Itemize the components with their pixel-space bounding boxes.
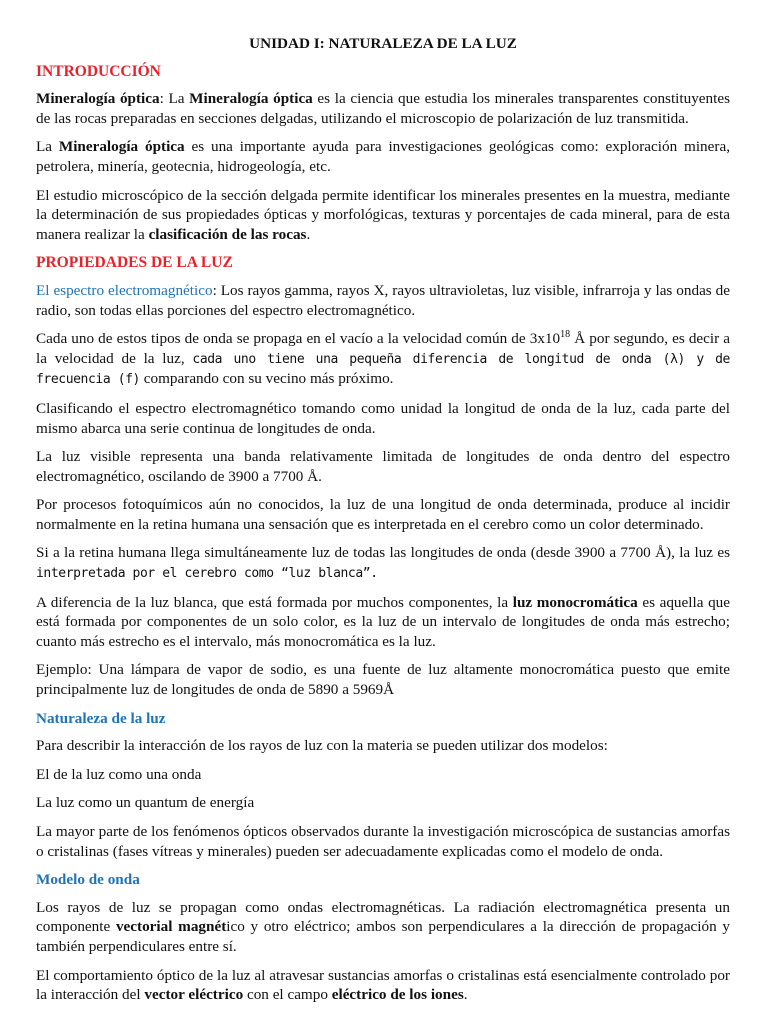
text-span: La (36, 138, 59, 156)
paragraph-modelo-2 (36, 966, 730, 1005)
paragraph-intro-2 (36, 137, 730, 176)
bold-term: Mineralogía óptica (189, 90, 313, 108)
text-span: comparando con su vecino más próximo. (139, 370, 394, 388)
section-heading-naturaleza: Naturaleza de la luz (36, 709, 166, 727)
paragraph-modelo-1 (36, 898, 730, 957)
paragraph-naturaleza-3: La luz como un quantum de energía (36, 794, 255, 812)
text-span: A diferencia de la luz blanca, que está formada por muchos componentes, la (36, 593, 513, 611)
paragraph-naturaleza-2: El de la luz como una onda (36, 765, 202, 783)
paragraph-intro-3 (36, 186, 730, 245)
text-span: El comportamiento óptico de la luz al atravesar sustancias amorfas o cristalinas está esencialmente controlado por la interacción del (36, 966, 730, 1004)
section-heading-introduccion: INTRODUCCIÓN (36, 62, 161, 80)
paragraph-propiedades-6 (36, 543, 730, 583)
bold-term: vector eléctrico (144, 986, 244, 1004)
bold-term: vectorial magnét (115, 918, 227, 936)
section-heading-propiedades: PROPIEDADES DE LA LUZ (36, 254, 233, 272)
text-span: con el campo (243, 986, 332, 1004)
superscript: 18 (560, 329, 571, 341)
paragraph-propiedades-7 (36, 593, 730, 652)
text-span: . (463, 986, 468, 1004)
text-span: : Los rayos gamma, rayos X, rayos ultravioletas, luz visible, infrarroja y las ondas de radio, son todas ellas porciones del espectro electromagnético. (36, 281, 730, 319)
mono-text-span: cada uno tiene una pequeña diferencia de longitud de onda (λ) y de frecuencia (f) (36, 351, 730, 388)
bold-term: luz monocromática (512, 593, 638, 611)
text-span: Å por segundo, es decir a la velocidad de la luz, (36, 330, 731, 367)
paragraph-propiedades-4: La luz visible representa una banda relativamente limitada de longitudes de onda dentro del espectro electromagnético, oscilando de 3900 a 7700 Å. (36, 448, 730, 485)
paragraph-intro-1 (36, 89, 730, 128)
text-span: Si a la retina humana llega simultáneamente luz de todas las longitudes de onda (desde 3900 a 7700 Å), la luz es (36, 544, 730, 562)
text-span: Cada uno de estos tipos de onda se propaga en el vacío a la velocidad común de 3x10 (36, 330, 561, 348)
blue-term: El espectro electromagnético (36, 281, 213, 299)
paragraph-naturaleza-4: La mayor parte de los fenómenos ópticos observados durante la investigación microscópica de sustancias amorfas o cristalinas (fases vítreas y minerales) pueden ser adecuadamente explicadas como el modelo de onda. (36, 823, 730, 860)
paragraph-naturaleza-1: Para describir la interacción de los rayos de luz con la materia se pueden utilizar dos modelos: (36, 737, 608, 755)
text-span: . (306, 225, 311, 243)
text-span: ico y otro eléctrico; ambos son perpendiculares a la dirección de propagación y también perpendiculares entre sí. (36, 918, 731, 955)
bold-term: Mineralogía óptica (58, 138, 185, 156)
paragraph-propiedades-8: Ejemplo: Una lámpara de vapor de sodio, es una fuente de luz altamente monocromática puesto que emite principalmente luz de longitudes de onda de 5890 a 5969Å (36, 661, 730, 699)
text-span: es aquella que está formada por componentes de un solo color, es la luz de un intervalo de longitudes de onda más estrecho; cuanto más estrecho es el intervalo, más monocromática es la luz. (36, 593, 730, 650)
text-span: es una importante ayuda para investigaciones geológicas como: exploración minera, petrolera, minería, geotecnia, hidrogeología, etc. (36, 138, 730, 175)
bold-term: clasificación de las rocas (148, 225, 307, 243)
bold-term: eléctrico de los iones (331, 986, 464, 1004)
paragraph-propiedades-1 (36, 281, 730, 320)
text-span: : La (159, 90, 190, 108)
section-heading-modelo: Modelo de onda (36, 871, 140, 889)
paragraph-propiedades-2 (36, 329, 730, 390)
mono-text-span: interpretada por el cerebro como “luz blanca”. (36, 566, 378, 582)
text-span: es la ciencia que estudia los minerales transparentes constituyentes de las rocas preparadas en secciones delgadas, utilizando el microscopio de polarización de luz transmitida. (36, 90, 731, 127)
paragraph-propiedades-5: Por procesos fotoquímicos aún no conocidos, la luz de una longitud de onda determinada, produce al incidir normalmente en la retina humana una sensación que es interpretada en el cerebro como un color determinado. (36, 496, 730, 533)
bold-term: Mineralogía óptica (36, 90, 160, 108)
text-span: Los rayos de luz se propagan como ondas electromagnéticas. La radiación electromagnética presenta un componente (36, 898, 730, 936)
paragraph-propiedades-3: Clasificando el espectro electromagnético tomando como unidad la longitud de onda de la luz, cada parte del mismo abarca una serie continua de longitudes de onda. (36, 399, 730, 437)
text-span: El estudio microscópico de la sección delgada permite identificar los minerales presentes en la muestra, mediante la determinación de sus propiedades ópticas y morfológicas, texturas y porcentajes de cada mineral, para de esta manera realizar la (36, 186, 730, 243)
page-title: UNIDAD I: NATURALEZA DE LA LUZ (249, 35, 517, 52)
